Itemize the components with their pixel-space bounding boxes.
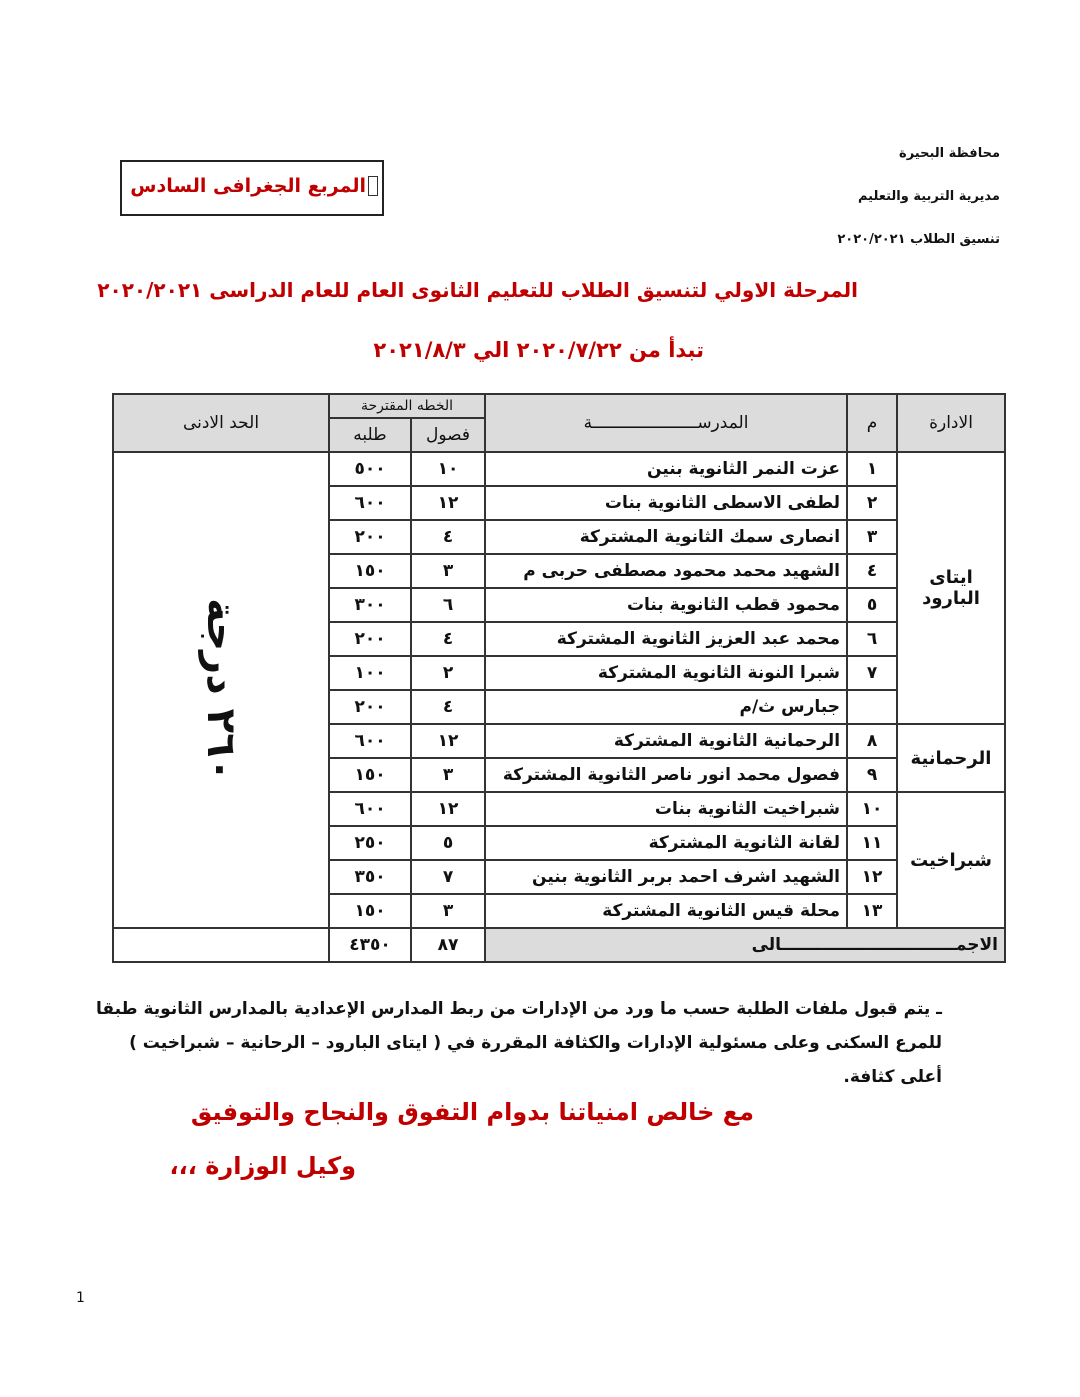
geographic-square-box (120, 160, 384, 216)
num-cell: ٥ (847, 588, 897, 622)
header-min: الحد الادنى (113, 394, 329, 452)
school-cell: الشهيد محمد محمود مصطفى حربى م (485, 554, 847, 588)
min-grade: ٢٦٠ درجة (197, 598, 244, 782)
num-cell: ٣ (847, 520, 897, 554)
header-students: طلبه (329, 418, 411, 452)
admin-cell: الرحمانية (897, 724, 1005, 792)
students-cell: ٦٠٠ (329, 486, 411, 520)
header-num: م (847, 394, 897, 452)
num-cell: ١١ (847, 826, 897, 860)
page-title: المرحلة الاولي لتنسيق الطلاب للتعليم الثانوى العام للعام الدراسى ٢٠٢٠/٢٠٢١ (97, 278, 858, 302)
num-cell: ٧ (847, 656, 897, 690)
total-empty (113, 928, 329, 962)
num-cell: ٦ (847, 622, 897, 656)
geographic-square-label: المربع الجغرافى السادس (130, 175, 366, 197)
classes-cell: ٥ (411, 826, 485, 860)
total-label: الاجمــــــــــــــــــــــــــــــالى (485, 928, 1005, 962)
classes-cell: ١٠ (411, 452, 485, 486)
page-subtitle: تبدأ من ٢٠٢٠/٧/٢٢ الي ٢٠٢١/٨/٣ (373, 338, 704, 362)
school-cell: الشهيد اشرف احمد بربر الثانوية بنين (485, 860, 847, 894)
num-cell: ١ (847, 452, 897, 486)
min-grade-cell (113, 452, 329, 928)
num-cell: ٢ (847, 486, 897, 520)
page-number: 1 (76, 1290, 85, 1306)
students-cell: ٦٠٠ (329, 792, 411, 826)
students-cell: ١٥٠ (329, 758, 411, 792)
school-cell: عزت النمر الثانوية بنين (485, 452, 847, 486)
header-classes: فصول (411, 418, 485, 452)
admin-cell: شبراخيت (897, 792, 1005, 928)
students-cell: ٢٠٠ (329, 690, 411, 724)
school-cell: محمد عبد العزيز الثانوية المشتركة (485, 622, 847, 656)
table-row (113, 452, 1005, 486)
total-classes: ٨٧ (411, 928, 485, 962)
students-cell: ٢٠٠ (329, 520, 411, 554)
students-cell: ٥٠٠ (329, 452, 411, 486)
header-plan: الخطه المقترحة (329, 394, 485, 418)
admin-cell: ايتاى البارود (897, 452, 1005, 724)
num-cell: ٤ (847, 554, 897, 588)
students-cell: ١٠٠ (329, 656, 411, 690)
header-directorate: مديرية التربية والتعليم (857, 189, 1000, 204)
classes-cell: ٤ (411, 690, 485, 724)
schools-table (112, 393, 1006, 963)
header-admin: الادارة (897, 394, 1005, 452)
closing-wishes: مع خالص امنياتنا بدوام التفوق والنجاح والتوفيق (190, 1098, 754, 1126)
header-coordination: تنسيق الطلاب ٢٠٢٠/٢٠٢١ (837, 232, 1000, 247)
school-cell: فصول محمد انور ناصر الثانوية المشتركة (485, 758, 847, 792)
classes-cell: ١٢ (411, 792, 485, 826)
school-cell: لقانة الثانوية المشتركة (485, 826, 847, 860)
header-school: المدرســـــــــــــــــــــة (485, 394, 847, 452)
classes-cell: ١٢ (411, 486, 485, 520)
signature-undersecretary: وكيل الوزارة ،،، (169, 1152, 356, 1180)
students-cell: ٣٠٠ (329, 588, 411, 622)
school-cell: لطفى الاسطى الثانوية بنات (485, 486, 847, 520)
students-cell: ٣٥٠ (329, 860, 411, 894)
classes-cell: ١٢ (411, 724, 485, 758)
classes-cell: ٧ (411, 860, 485, 894)
school-cell: محلة قيس الثانوية المشتركة (485, 894, 847, 928)
classes-cell: ٣ (411, 894, 485, 928)
classes-cell: ٢ (411, 656, 485, 690)
school-cell: شبرا النونة الثانوية المشتركة (485, 656, 847, 690)
students-cell: ١٥٠ (329, 554, 411, 588)
num-cell: ٨ (847, 724, 897, 758)
classes-cell: ٦ (411, 588, 485, 622)
school-cell: الرحمانية الثانوية المشتركة (485, 724, 847, 758)
box-marker (368, 176, 378, 196)
num-cell (847, 690, 897, 724)
classes-cell: ٣ (411, 554, 485, 588)
classes-cell: ٤ (411, 622, 485, 656)
total-students: ٤٣٥٠ (329, 928, 411, 962)
num-cell: ١٢ (847, 860, 897, 894)
students-cell: ٦٠٠ (329, 724, 411, 758)
total-row (113, 928, 1005, 962)
students-cell: ١٥٠ (329, 894, 411, 928)
students-cell: ٢٥٠ (329, 826, 411, 860)
num-cell: ٩ (847, 758, 897, 792)
school-cell: جبارس ث/م (485, 690, 847, 724)
note-paragraph: ـ يتم قبول ملفات الطلبة حسب ما ورد من الإدارات من ربط المدارس الإعدادية بالمدارس الثانوية طبقا للمرع السكنى وعلى مسئولية الإدارات والكثافة المقررة في ( ايتاى البارود – الرحانية – شبراخيت ) أعلى كثافة. (96, 999, 942, 1087)
num-cell: ١٣ (847, 894, 897, 928)
school-cell: انصارى سمك الثانوية المشتركة (485, 520, 847, 554)
header-governorate: محافظة البحيرة (899, 146, 1000, 161)
students-cell: ٢٠٠ (329, 622, 411, 656)
school-cell: محمود قطب الثانوية بنات (485, 588, 847, 622)
classes-cell: ٤ (411, 520, 485, 554)
classes-cell: ٣ (411, 758, 485, 792)
school-cell: شبراخيت الثانوية بنات (485, 792, 847, 826)
num-cell: ١٠ (847, 792, 897, 826)
